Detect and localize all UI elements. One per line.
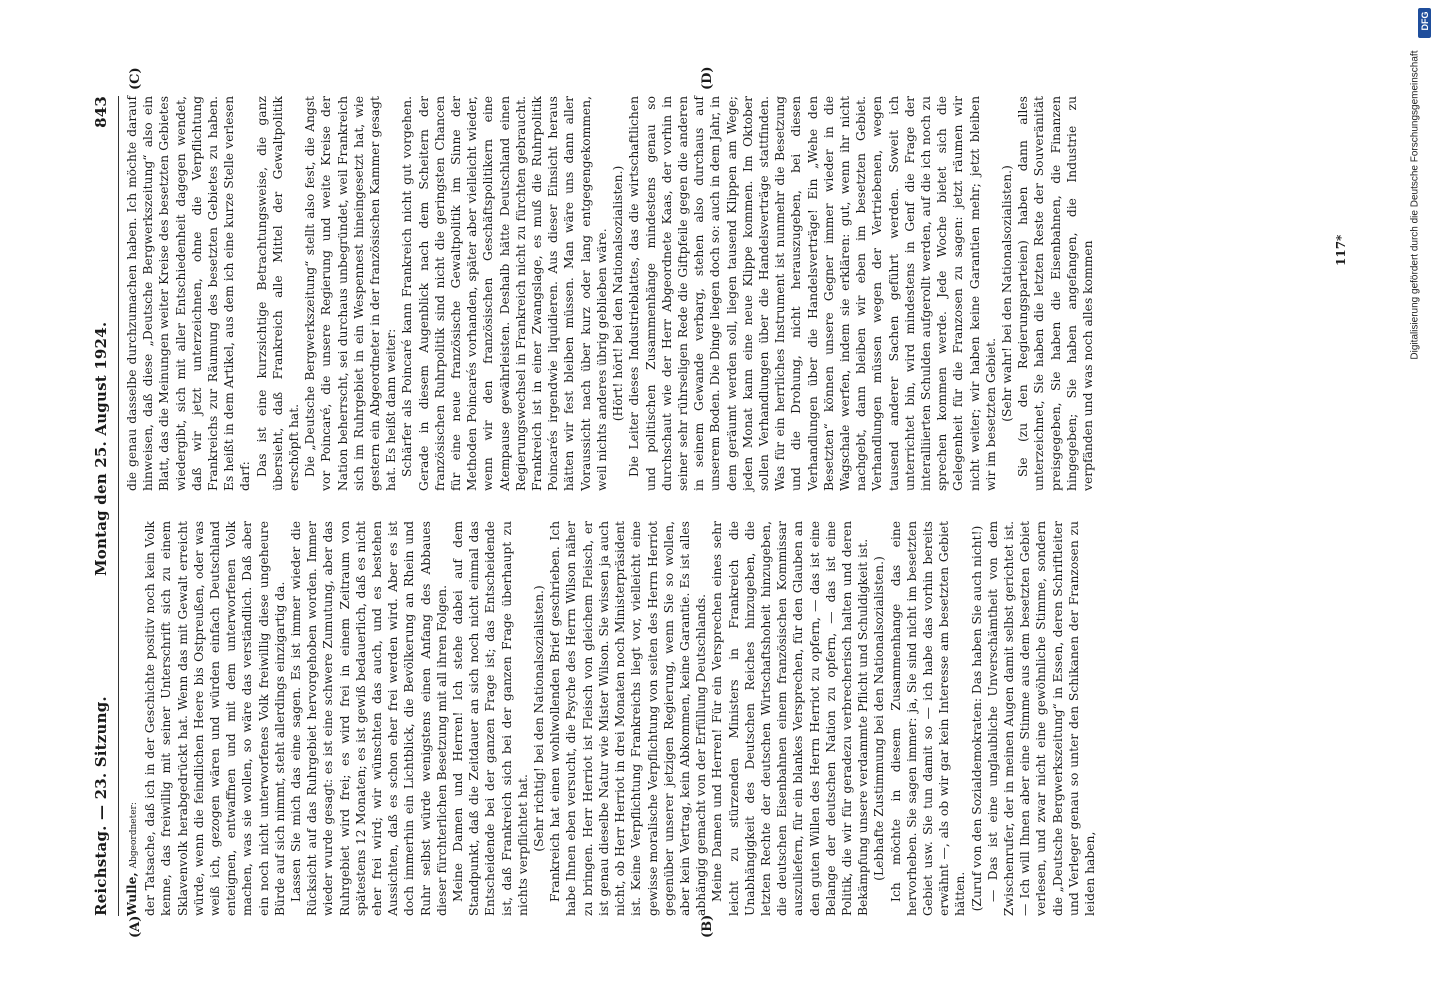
credit-text: Digitalisierung gefördert durch die Deutsche Forschungsgemeinschaft — [1409, 50, 1421, 360]
page-number: 843 — [92, 96, 110, 128]
paragraph: Ich möchte in diesem Zusammenhange das eine hervorheben. Sie sagen immer: ja, Sie sind nicht im besetzten Gebiet usw. Sie tun damit so — ich habe das vorhin bereits erwähnt —, als ob wir gar kein Interesse am besetzten Gebiet hätten. — [888, 521, 968, 916]
interjection: (Sehr wahr! bei den Nationalsozialisten.) — [999, 165, 1014, 422]
header-date: Montag den 25. August 1924. — [92, 321, 110, 576]
quotation: Schärfer als Poincaré kann Frankreich nicht gut vorgehen. Gerade in diesem Augenblick nach dem Scheitern der französischen Ruhrpolitik sind nicht die geringsten Chancen für eine neue französische Gewaltpolitik im Sinne der Methoden Poincarés vorhanden, später aber vielleicht wieder, wenn wir den französischen Geschäftspolitikern eine Atempause gewährleisten. Deshalb hätte Deutschland einen Regierungswechsel in Frankreich nicht zu fürchten gebraucht. Frankreich ist in einer Zwangslage, es muß die Ruhrpolitik Poincarés irgendwie liquidieren. Aus dieser Einsicht heraus hätten wir fest bleiben müssen. Man wäre uns dann aller Voraussicht nach über kurz oder lang entgegengekommen, weil nichts anderes übrig geblieben wäre. — [400, 96, 609, 491]
margin-marker-d: (D) — [700, 66, 715, 90]
interjection: (Sehr richtig! bei den Nationalsozialisten.) — [532, 585, 547, 852]
dfg-logo — [1418, 8, 1431, 38]
paragraph: Meine Damen und Herren! Für ein Versprechen eines sehr leicht zu stürzenden Ministers in Frankreich die Unabhängigkeit des Deutschen Reiches hinzugeben, die letzten Rechte der deutschen Wirtschaftshoheit hinzugeben, die deutschen Eisenbahnen einem französischen Kommissar auszuliefern, für ein blankes Versprechen, für den Glauben an den guten Willen des Herrn Herriot zu opfern, — das ist eine Belange der deutschen Nation zu opfern, — das ist eine Politik, die wir für geradezu verbrecherisch halten und deren Bekämpfung unsere verdammte Pflicht und Schuldigkeit ist. — [710, 521, 871, 916]
margin-marker-c: (C) — [128, 67, 143, 90]
quotation: Das ist eine kurzsichtige Betrachtungsweise, die ganz übersieht, daß Frankreich alle Mittel der Gewaltpolitik erschöpft hat. — [254, 96, 302, 491]
paragraph: Meine Damen und Herren! Ich stehe dabei auf dem Standpunkt, daß die Zeitdauer an sich noch nicht einmal das Entscheidende bei der ganzen Frage ist; das Entscheidende ist, daß Frankreich sich bei der ganzen Frage überhaupt zu nichts verpflichtet hat. — [451, 521, 530, 916]
header-left: Reichstag. — 23. Sitzung. — [92, 696, 110, 916]
paragraph: die genau dasselbe durchzumachen haben. Ich möchte darauf hinweisen, daß diese „Deutsche Bergwerkszeitung“ also ein Blatt, das die Meinungen weiter Kreise des besetzten Gebietes wiedergibt, sich mit aller Entschiedenheit dagegen wendet, daß wir jetzt unterzeichnen, ohne die Verpflichtung Frankreichs zur Räumung des besetzten Gebietes zu haben. Es heißt in dem Artikel, aus dem ich eine kurze Stelle verlesen darf: — [125, 96, 253, 491]
margin-marker-a: (A) — [128, 915, 143, 938]
paragraph: der Tatsache, daß ich in der Geschichte positiv noch kein Volk kenne, das freiwillig mit seiner Unterschrift sich zu einem Sklavenvolk herabgedrückt hat. Wenn das mit Gewalt erreicht würde, wenn die feindlichen Heere bis Ostpreußen, oder was weiß ich, gezogen wären und würden einfach Deutschland enteignen, entwaffnen und mit dem unterworfenen Volk machen, was sie wollen, so wäre das verständlich. Daß aber ein noch nicht unterworfenes Volk freiwillig diese ungeheure Bürde auf sich nimmt, steht allerdings einzigartig da. — [143, 521, 287, 916]
rotated-page — [88, 66, 1350, 938]
right-column — [124, 96, 1334, 491]
document-page — [88, 66, 1350, 938]
margin-marker-b: (B) — [700, 914, 715, 938]
speaker-line — [124, 521, 142, 916]
speaker-name: Wulle, — [124, 872, 139, 916]
page-header — [88, 96, 116, 916]
interjection: (Zuruf von den Sozialdemokraten: Das haben Sie auch nicht!) — [969, 525, 984, 912]
dfg-logo-text: DFG — [1420, 11, 1430, 31]
paragraph: Lassen Sie mich das eine sagen. Es ist immer wieder die Rücksicht auf das Ruhrgebiet hervorgehoben worden. Immer wieder wurde gesagt: es ist eine schwere Zumutung, aber das Ruhrgebiet wird frei; es wird frei in einem Zeitraum von spätestens 12 Monaten; es ist gewiß bedauerlich, daß es nicht eher frei wird; wir wünschten das auch, und es bestehen Aussichten, daß es schon eher frei werden wird. Aber es ist doch immerhin ein Lichtblick, die Bevölkerung an Rhein und Ruhr selbst würde wenigstens einen Anfang des Abbaues dieser fürchterlichen Besetzung mit all ihren Folgen. — [289, 521, 449, 916]
paragraph: — Das ist eine unglaubliche Unverschämtheit von dem Zwischenrufer, der in meinen Augen damit selbst gerichtet ist. — Ich will Ihnen aber eine Stimme aus dem besetzten Gebiet verlesen, und zwar nicht eine gewöhnliche Stimme, sondern die „Deutsche Bergwerkszeitung“ in Essen, deren Schriftleiter und Verleger genau so unter den Schikanen der Franzosen zu leiden haben, — [985, 521, 1097, 916]
paragraph: Die „Deutsche Bergwerkszeitung“ stellt also fest, die Angst vor Poincaré, die unsere Regierung und weite Kreise der Nation beherrscht, sei durchaus unbegründet, weil Frankreich sich im Ruhrgebiet in ein Wespennest hineingesetzt hat, wie gestern ein Abgeordneter in der französischen Kammer gesagt hat. Es heißt dann weiter: — [303, 96, 399, 491]
speaker-note: Abgeordneter: — [129, 802, 139, 869]
credit-strip — [1404, 6, 1426, 994]
header-rule — [118, 96, 119, 916]
interjection: (Lebhafte Zustimmung bei den Nationalsozialisten.) — [872, 556, 887, 881]
left-column — [124, 521, 1334, 916]
paragraph: Die Leiter dieses Industrieblattes, das die wirtschaftlichen und politischen Zusammenhänge mindestens genau so durchschaut wie der Herr Abgeordnete Kaas, der vorhin in seiner sehr rührseligen Rede die Giftpfeile gegen die anderen in seinem Gewande verbarg, stehen also durchaus auf unserem Boden. Die Dinge liegen doch so: auch in dem Jahr, in dem geräumt werden soll, liegen tausend Klippen am Wege; jeden Monat kann eine neue Klippe kommen. Im Oktober sollen Verhandlungen über die Handelsverträge stattfinden. Was für ein herrliches Instrument ist nunmehr die Besetzung und die Drohung, nicht herauszugeben, bei diesen Verhandlungen über die Handelsverträge! Ein „Wehe den Besetzten“ können unsere Gegner immer wieder in die Wagschale werfen, indem sie erklären: gut, wenn ihr nicht nachgebt, dann bleiben wir eben im besetzten Gebiet. Verhandlungen müssen wegen der Vertriebenen, wegen tausend anderer Sachen geführt werden. Soweit ich unterrichtet bin, wird mindestens in Genf die Frage der interalliierten Schulden aufgerollt werden, auf die ich noch zu sprechen kommen werde. Jede Woche bietet sich die Gelegenheit für die Franzosen zu sagen: jetzt räumen wir nicht weiter; wir haben keine Garantien mehr; jetzt bleiben wir im besetzten Gebiet. — [627, 96, 998, 491]
signature-mark: 117* — [1334, 234, 1348, 266]
paragraph: Sie (zu den Regierungsparteien) haben dann alles unterzeichnet, Sie haben die letzten Reste der Souveränität preisgegeben, Sie haben die Eisenbahnen, die Finanzen hingegeben; Sie haben angefangen, die Industrie zu verpfänden und was noch alles kommen — [1016, 96, 1095, 491]
interjection: (Hört! hört! bei den Nationalsozialisten.) — [611, 165, 626, 422]
paragraph: Frankreich hat einen wohlwollenden Brief geschrieben. Ich habe Ihnen eben versucht, die Psyche des Herrn Wilson näher zu bringen. Herr Herriot ist Fleisch von gleichem Fleisch, er ist genau dieselbe Natur wie Mister Wilson. Sie wissen ja auch nicht, ob Herr Herriot in drei Monaten noch Ministerpräsident ist. Keine Verpflichtung Frankreichs liegt vor, vielleicht eine gewisse moralische Verpflichtung von seiten des Herrn Herriot gegenüber unserer jetzigen Regierung, wenn Sie so wollen, aber kein Vertrag, kein Abkommen, keine Garantie. Es ist alles abhängig gemacht von der Erfüllung Deutschlands. — [548, 521, 709, 916]
